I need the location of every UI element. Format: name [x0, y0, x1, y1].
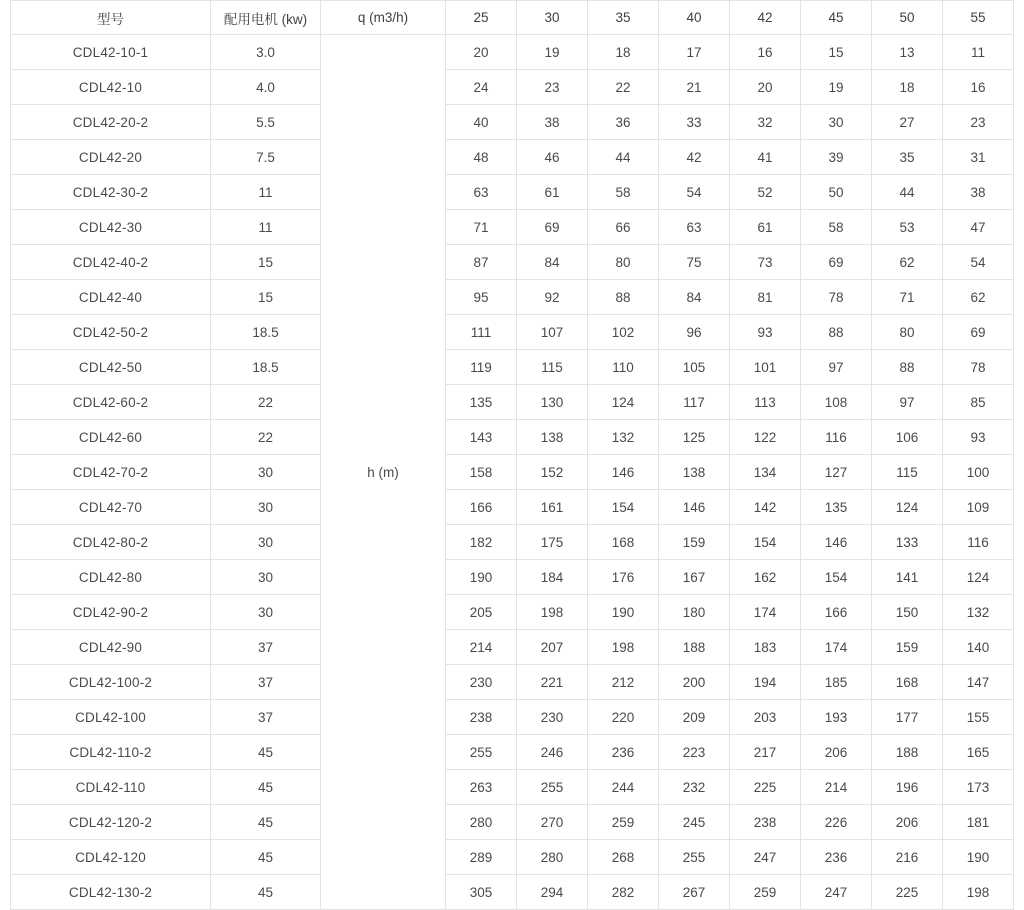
table-row [11, 630, 1014, 665]
header-flow-value: 42 [730, 1, 801, 35]
cell-head-value: 141 [872, 560, 943, 595]
cell-head-value: 255 [517, 770, 588, 805]
cell-head-value: 69 [517, 210, 588, 245]
cell-head-value: 54 [943, 245, 1014, 280]
cell-head-value: 24 [446, 70, 517, 105]
table-row [11, 875, 1014, 910]
table-row [11, 490, 1014, 525]
cell-head-value: 132 [943, 595, 1014, 630]
cell-head-value: 168 [588, 525, 659, 560]
cell-head-value: 66 [588, 210, 659, 245]
cell-head-value: 50 [801, 175, 872, 210]
cell-model: CDL42-130-2 [11, 875, 211, 910]
cell-head-value: 154 [801, 560, 872, 595]
cell-head-value: 236 [588, 735, 659, 770]
cell-head-value: 39 [801, 140, 872, 175]
cell-head-value: 205 [446, 595, 517, 630]
table-row [11, 350, 1014, 385]
cell-head-value: 101 [730, 350, 801, 385]
cell-power: 3.0 [211, 35, 321, 70]
cell-model: CDL42-120 [11, 840, 211, 875]
cell-head-value: 80 [588, 245, 659, 280]
cell-head-value: 108 [801, 385, 872, 420]
cell-head-value: 196 [872, 770, 943, 805]
cell-model: CDL42-80 [11, 560, 211, 595]
cell-head-value: 125 [659, 420, 730, 455]
cell-head-value: 223 [659, 735, 730, 770]
cell-power: 11 [211, 175, 321, 210]
cell-head-value: 206 [801, 735, 872, 770]
cell-power: 45 [211, 840, 321, 875]
cell-head-value: 61 [730, 210, 801, 245]
cell-head-value: 41 [730, 140, 801, 175]
cell-head-value: 267 [659, 875, 730, 910]
cell-head-value: 52 [730, 175, 801, 210]
cell-head-value: 62 [872, 245, 943, 280]
cell-power: 30 [211, 525, 321, 560]
table-row [11, 595, 1014, 630]
cell-head-value: 255 [446, 735, 517, 770]
cell-head-value: 69 [943, 315, 1014, 350]
cell-model: CDL42-10 [11, 70, 211, 105]
cell-power: 45 [211, 770, 321, 805]
cell-head-value: 198 [943, 875, 1014, 910]
cell-head-value: 247 [730, 840, 801, 875]
cell-head-value: 18 [872, 70, 943, 105]
cell-head-value: 209 [659, 700, 730, 735]
cell-power: 22 [211, 420, 321, 455]
cell-head-value: 130 [517, 385, 588, 420]
cell-head-value: 183 [730, 630, 801, 665]
cell-head-value: 93 [730, 315, 801, 350]
cell-model: CDL42-40 [11, 280, 211, 315]
cell-power: 45 [211, 805, 321, 840]
cell-model: CDL42-110-2 [11, 735, 211, 770]
cell-head-value: 212 [588, 665, 659, 700]
cell-head-value: 305 [446, 875, 517, 910]
cell-head-value: 58 [588, 175, 659, 210]
cell-head-value: 109 [943, 490, 1014, 525]
cell-head-value: 226 [801, 805, 872, 840]
cell-power: 15 [211, 280, 321, 315]
cell-head-value: 78 [943, 350, 1014, 385]
cell-head-value: 206 [872, 805, 943, 840]
table-header-row [11, 1, 1014, 35]
table-row [11, 840, 1014, 875]
cell-model: CDL42-50-2 [11, 315, 211, 350]
cell-power: 30 [211, 560, 321, 595]
cell-head-value: 127 [801, 455, 872, 490]
cell-head-value: 185 [801, 665, 872, 700]
table-row [11, 560, 1014, 595]
cell-head-value: 110 [588, 350, 659, 385]
cell-head-value: 282 [588, 875, 659, 910]
cell-head-value: 21 [659, 70, 730, 105]
cell-head-value: 11 [943, 35, 1014, 70]
cell-model: CDL42-10-1 [11, 35, 211, 70]
cell-head-value: 203 [730, 700, 801, 735]
table-row [11, 665, 1014, 700]
cell-head-value: 152 [517, 455, 588, 490]
cell-head-value: 48 [446, 140, 517, 175]
cell-head-value: 134 [730, 455, 801, 490]
cell-power: 37 [211, 630, 321, 665]
cell-head-value: 97 [872, 385, 943, 420]
cell-head-value: 95 [446, 280, 517, 315]
cell-head-value: 166 [446, 490, 517, 525]
table-row [11, 735, 1014, 770]
cell-head-value: 230 [446, 665, 517, 700]
cell-head-value: 71 [872, 280, 943, 315]
cell-head-value: 113 [730, 385, 801, 420]
cell-head-value: 140 [943, 630, 1014, 665]
cell-head-value: 27 [872, 105, 943, 140]
cell-power: 30 [211, 595, 321, 630]
cell-head-value: 16 [943, 70, 1014, 105]
cell-model: CDL42-20 [11, 140, 211, 175]
cell-head-value: 214 [801, 770, 872, 805]
cell-head-value: 216 [872, 840, 943, 875]
cell-head-value: 46 [517, 140, 588, 175]
cell-head-value: 214 [446, 630, 517, 665]
table-header [11, 1, 1014, 35]
cell-head-value: 19 [517, 35, 588, 70]
header-model: 型号 [11, 1, 211, 35]
cell-model: CDL42-100 [11, 700, 211, 735]
cell-head-value: 100 [943, 455, 1014, 490]
table-body [11, 35, 1014, 910]
cell-head-value: 19 [801, 70, 872, 105]
cell-head-value: 246 [517, 735, 588, 770]
cell-head-value: 154 [730, 525, 801, 560]
cell-head-value: 111 [446, 315, 517, 350]
cell-head-value: 159 [659, 525, 730, 560]
cell-model: CDL42-30-2 [11, 175, 211, 210]
cell-head-value: 71 [446, 210, 517, 245]
cell-head-value: 268 [588, 840, 659, 875]
cell-head-value: 138 [517, 420, 588, 455]
cell-head-value: 54 [659, 175, 730, 210]
cell-head-value: 198 [588, 630, 659, 665]
cell-head-value: 15 [801, 35, 872, 70]
cell-head-value: 102 [588, 315, 659, 350]
cell-head-value: 225 [730, 770, 801, 805]
cell-head-value: 244 [588, 770, 659, 805]
cell-head-value: 138 [659, 455, 730, 490]
cell-head-value: 190 [446, 560, 517, 595]
cell-head-value: 193 [801, 700, 872, 735]
cell-power: 11 [211, 210, 321, 245]
cell-head-value: 61 [517, 175, 588, 210]
cell-head-value: 236 [801, 840, 872, 875]
table-row [11, 175, 1014, 210]
cell-head-value: 146 [659, 490, 730, 525]
cell-head-value: 38 [943, 175, 1014, 210]
cell-power: 5.5 [211, 105, 321, 140]
cell-head-value: 207 [517, 630, 588, 665]
header-power: 配用电机 (kw) [211, 1, 321, 35]
cell-model: CDL42-20-2 [11, 105, 211, 140]
cell-head-value: 73 [730, 245, 801, 280]
cell-head-value: 184 [517, 560, 588, 595]
cell-model: CDL42-70-2 [11, 455, 211, 490]
cell-head-value: 135 [801, 490, 872, 525]
table-row [11, 210, 1014, 245]
cell-head-label: h (m) [321, 35, 446, 910]
table-row [11, 525, 1014, 560]
cell-head-value: 168 [872, 665, 943, 700]
cell-head-value: 80 [872, 315, 943, 350]
table-row [11, 280, 1014, 315]
table-row [11, 700, 1014, 735]
cell-head-value: 33 [659, 105, 730, 140]
cell-head-value: 124 [943, 560, 1014, 595]
header-flow-value: 25 [446, 1, 517, 35]
cell-head-value: 115 [517, 350, 588, 385]
cell-head-value: 221 [517, 665, 588, 700]
cell-head-value: 44 [872, 175, 943, 210]
cell-head-value: 53 [872, 210, 943, 245]
cell-head-value: 245 [659, 805, 730, 840]
cell-head-value: 81 [730, 280, 801, 315]
cell-head-value: 232 [659, 770, 730, 805]
cell-head-value: 75 [659, 245, 730, 280]
cell-power: 37 [211, 700, 321, 735]
cell-power: 18.5 [211, 350, 321, 385]
cell-head-value: 270 [517, 805, 588, 840]
cell-head-value: 92 [517, 280, 588, 315]
cell-head-value: 259 [730, 875, 801, 910]
cell-head-value: 217 [730, 735, 801, 770]
header-flow-value: 40 [659, 1, 730, 35]
cell-head-value: 88 [801, 315, 872, 350]
cell-head-value: 238 [730, 805, 801, 840]
cell-head-value: 18 [588, 35, 659, 70]
cell-head-value: 96 [659, 315, 730, 350]
cell-head-value: 97 [801, 350, 872, 385]
cell-head-value: 180 [659, 595, 730, 630]
cell-head-value: 255 [659, 840, 730, 875]
cell-head-value: 159 [872, 630, 943, 665]
cell-head-value: 20 [730, 70, 801, 105]
cell-head-value: 188 [872, 735, 943, 770]
cell-head-value: 47 [943, 210, 1014, 245]
cell-head-value: 174 [801, 630, 872, 665]
cell-head-value: 124 [872, 490, 943, 525]
cell-head-value: 84 [659, 280, 730, 315]
cell-model: CDL42-70 [11, 490, 211, 525]
cell-head-value: 194 [730, 665, 801, 700]
cell-head-value: 188 [659, 630, 730, 665]
cell-model: CDL42-60-2 [11, 385, 211, 420]
cell-head-value: 78 [801, 280, 872, 315]
table-row [11, 35, 1014, 70]
cell-power: 18.5 [211, 315, 321, 350]
header-flow-value: 35 [588, 1, 659, 35]
cell-head-value: 177 [872, 700, 943, 735]
cell-head-value: 175 [517, 525, 588, 560]
cell-head-value: 35 [872, 140, 943, 175]
header-flow-value: 30 [517, 1, 588, 35]
cell-head-value: 133 [872, 525, 943, 560]
table-row [11, 805, 1014, 840]
table-row [11, 140, 1014, 175]
cell-head-value: 122 [730, 420, 801, 455]
cell-head-value: 107 [517, 315, 588, 350]
cell-head-value: 30 [801, 105, 872, 140]
cell-head-value: 23 [943, 105, 1014, 140]
cell-head-value: 230 [517, 700, 588, 735]
cell-head-value: 154 [588, 490, 659, 525]
cell-power: 22 [211, 385, 321, 420]
cell-model: CDL42-110 [11, 770, 211, 805]
cell-head-value: 132 [588, 420, 659, 455]
cell-head-value: 62 [943, 280, 1014, 315]
cell-power: 4.0 [211, 70, 321, 105]
cell-head-value: 42 [659, 140, 730, 175]
cell-head-value: 40 [446, 105, 517, 140]
cell-head-value: 259 [588, 805, 659, 840]
cell-head-value: 167 [659, 560, 730, 595]
cell-head-value: 146 [588, 455, 659, 490]
cell-head-value: 13 [872, 35, 943, 70]
cell-head-value: 115 [872, 455, 943, 490]
cell-model: CDL42-90 [11, 630, 211, 665]
cell-head-value: 176 [588, 560, 659, 595]
table-row [11, 770, 1014, 805]
cell-head-value: 119 [446, 350, 517, 385]
cell-head-value: 142 [730, 490, 801, 525]
cell-model: CDL42-120-2 [11, 805, 211, 840]
cell-head-value: 116 [801, 420, 872, 455]
table-row [11, 245, 1014, 280]
cell-model: CDL42-100-2 [11, 665, 211, 700]
cell-head-value: 166 [801, 595, 872, 630]
cell-head-value: 84 [517, 245, 588, 280]
header-flow-value: 55 [943, 1, 1014, 35]
cell-power: 45 [211, 875, 321, 910]
cell-head-value: 85 [943, 385, 1014, 420]
header-flow-label: q (m3/h) [321, 1, 446, 35]
cell-model: CDL42-60 [11, 420, 211, 455]
header-flow-value: 45 [801, 1, 872, 35]
cell-head-value: 174 [730, 595, 801, 630]
cell-head-value: 22 [588, 70, 659, 105]
cell-head-value: 294 [517, 875, 588, 910]
table-row [11, 70, 1014, 105]
cell-head-value: 31 [943, 140, 1014, 175]
cell-model: CDL42-50 [11, 350, 211, 385]
cell-head-value: 198 [517, 595, 588, 630]
header-flow-value: 50 [872, 1, 943, 35]
cell-head-value: 20 [446, 35, 517, 70]
cell-head-value: 105 [659, 350, 730, 385]
cell-head-value: 247 [801, 875, 872, 910]
cell-head-value: 69 [801, 245, 872, 280]
cell-head-value: 88 [872, 350, 943, 385]
cell-head-value: 124 [588, 385, 659, 420]
table-row [11, 105, 1014, 140]
cell-head-value: 93 [943, 420, 1014, 455]
cell-model: CDL42-80-2 [11, 525, 211, 560]
cell-head-value: 161 [517, 490, 588, 525]
cell-head-value: 117 [659, 385, 730, 420]
cell-power: 37 [211, 665, 321, 700]
cell-head-value: 190 [943, 840, 1014, 875]
cell-head-value: 147 [943, 665, 1014, 700]
cell-head-value: 182 [446, 525, 517, 560]
cell-head-value: 225 [872, 875, 943, 910]
cell-head-value: 146 [801, 525, 872, 560]
cell-head-value: 38 [517, 105, 588, 140]
cell-head-value: 162 [730, 560, 801, 595]
cell-head-value: 143 [446, 420, 517, 455]
cell-model: CDL42-30 [11, 210, 211, 245]
table-row [11, 455, 1014, 490]
table-row [11, 385, 1014, 420]
cell-head-value: 16 [730, 35, 801, 70]
cell-head-value: 150 [872, 595, 943, 630]
cell-power: 15 [211, 245, 321, 280]
cell-head-value: 173 [943, 770, 1014, 805]
cell-head-value: 23 [517, 70, 588, 105]
cell-head-value: 238 [446, 700, 517, 735]
cell-head-value: 289 [446, 840, 517, 875]
table-row [11, 420, 1014, 455]
pump-performance-table [10, 0, 1014, 910]
cell-head-value: 116 [943, 525, 1014, 560]
cell-head-value: 63 [446, 175, 517, 210]
cell-head-value: 106 [872, 420, 943, 455]
cell-head-value: 32 [730, 105, 801, 140]
cell-head-value: 135 [446, 385, 517, 420]
cell-head-value: 44 [588, 140, 659, 175]
cell-head-value: 155 [943, 700, 1014, 735]
table-row [11, 315, 1014, 350]
cell-head-value: 220 [588, 700, 659, 735]
cell-head-value: 181 [943, 805, 1014, 840]
cell-head-value: 63 [659, 210, 730, 245]
cell-model: CDL42-90-2 [11, 595, 211, 630]
cell-head-value: 36 [588, 105, 659, 140]
cell-power: 30 [211, 490, 321, 525]
cell-head-value: 165 [943, 735, 1014, 770]
cell-head-value: 263 [446, 770, 517, 805]
cell-head-value: 158 [446, 455, 517, 490]
cell-power: 30 [211, 455, 321, 490]
cell-head-value: 280 [446, 805, 517, 840]
cell-power: 7.5 [211, 140, 321, 175]
cell-power: 45 [211, 735, 321, 770]
cell-head-value: 17 [659, 35, 730, 70]
cell-model: CDL42-40-2 [11, 245, 211, 280]
cell-head-value: 280 [517, 840, 588, 875]
cell-head-value: 58 [801, 210, 872, 245]
cell-head-value: 200 [659, 665, 730, 700]
cell-head-value: 87 [446, 245, 517, 280]
cell-head-value: 88 [588, 280, 659, 315]
cell-head-value: 190 [588, 595, 659, 630]
